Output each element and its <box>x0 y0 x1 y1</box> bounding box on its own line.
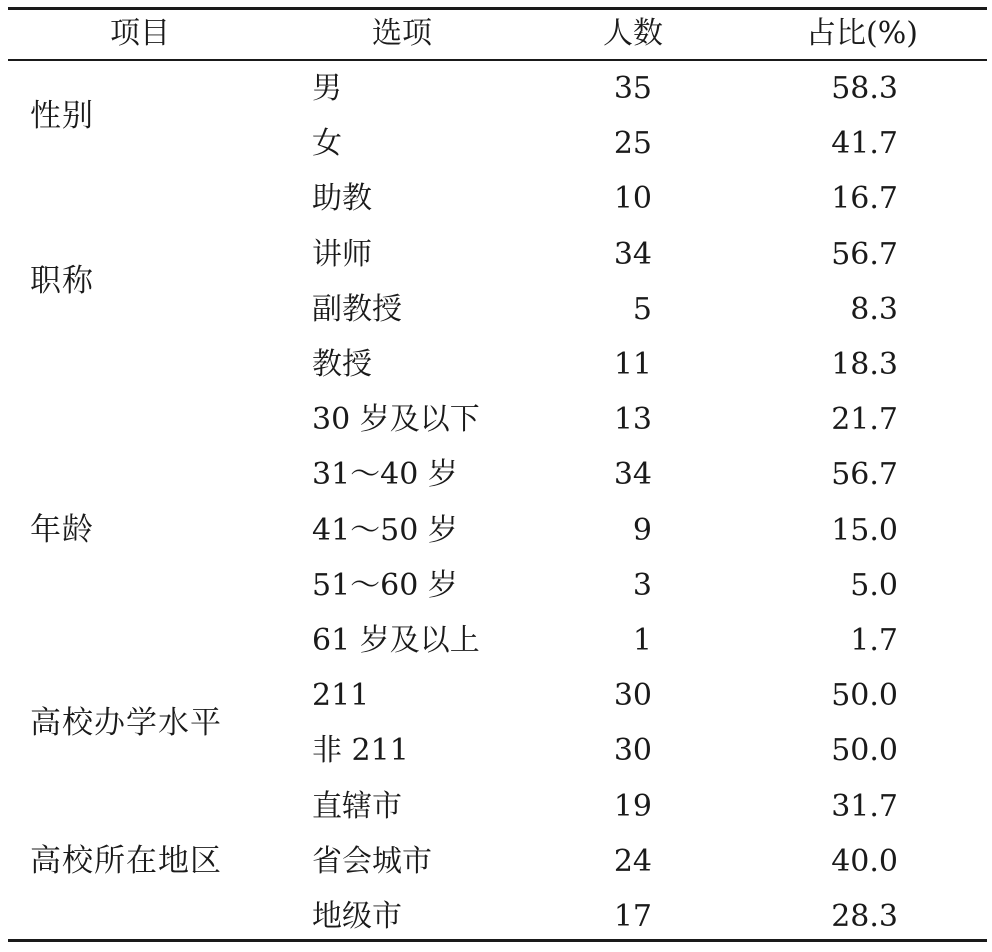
option-cell: 省会城市 <box>312 843 432 879</box>
header-item: 项目 <box>110 16 170 51</box>
option-cell: 讲师 <box>312 236 372 272</box>
percent-cell: 58.3 <box>831 71 898 106</box>
count-cell: 30 <box>613 678 652 714</box>
percent-cell: 56.7 <box>831 236 898 272</box>
percent-cell: 8.3 <box>850 291 898 327</box>
count-cell: 3 <box>632 567 652 603</box>
option-cell: 51～60 岁 <box>312 567 458 603</box>
percent-cell: 5.0 <box>850 567 898 603</box>
table-row <box>0 116 992 171</box>
group-label: 性别 <box>30 98 94 134</box>
option-cell: 61 岁及以上 <box>312 623 480 658</box>
count-cell: 11 <box>613 347 652 382</box>
percent-cell: 50.0 <box>831 733 898 769</box>
option-cell: 地级市 <box>312 899 402 934</box>
table-row <box>0 447 992 502</box>
table-row <box>0 227 992 282</box>
option-cell: 非 211 <box>312 733 409 769</box>
count-cell: 17 <box>613 899 652 934</box>
percent-cell: 50.0 <box>831 678 898 714</box>
percent-cell: 21.7 <box>831 402 898 438</box>
option-cell: 助教 <box>312 181 372 217</box>
group-label: 职称 <box>30 263 94 300</box>
count-cell: 25 <box>613 126 652 162</box>
option-cell: 副教授 <box>312 291 402 327</box>
header-option: 选项 <box>372 16 432 51</box>
percent-cell: 28.3 <box>831 899 898 934</box>
table-row <box>0 337 992 392</box>
percent-cell: 16.7 <box>831 181 898 217</box>
count-cell: 34 <box>613 457 652 493</box>
count-cell: 30 <box>613 733 652 769</box>
percent-cell: 18.3 <box>831 347 898 382</box>
percent-cell: 1.7 <box>850 623 898 658</box>
table-top-rule <box>8 7 987 10</box>
count-cell: 9 <box>632 512 652 548</box>
table-row <box>0 171 992 226</box>
group-label: 年龄 <box>30 512 94 549</box>
table-row <box>0 61 992 116</box>
count-cell: 24 <box>613 843 652 879</box>
table-row <box>0 558 992 613</box>
option-cell: 男 <box>312 71 342 106</box>
count-cell: 19 <box>613 788 652 824</box>
count-cell: 10 <box>613 181 652 217</box>
percent-cell: 31.7 <box>831 788 898 824</box>
table-row <box>0 282 992 337</box>
percent-cell: 15.0 <box>831 512 898 548</box>
count-cell: 34 <box>613 236 652 272</box>
percent-cell: 41.7 <box>831 126 898 162</box>
option-cell: 211 <box>312 678 370 714</box>
table-bottom-rule <box>8 939 987 942</box>
count-cell: 35 <box>613 71 652 106</box>
table-row <box>0 613 992 668</box>
table-row <box>0 392 992 447</box>
option-cell: 教授 <box>312 347 372 382</box>
option-cell: 女 <box>312 126 342 162</box>
percent-cell: 40.0 <box>831 843 898 879</box>
option-cell: 31～40 岁 <box>312 457 458 493</box>
group-label: 高校办学水平 <box>30 705 222 742</box>
table-row <box>0 503 992 558</box>
header-percent: 占比(%) <box>806 16 918 51</box>
option-cell: 直辖市 <box>312 788 402 824</box>
count-cell: 13 <box>613 402 652 438</box>
percent-cell: 56.7 <box>831 457 898 493</box>
option-cell: 41～50 岁 <box>312 512 458 548</box>
count-cell: 5 <box>632 291 652 327</box>
count-cell: 1 <box>632 623 652 658</box>
header-count: 人数 <box>603 16 663 51</box>
option-cell: 30 岁及以下 <box>312 402 480 438</box>
group-label: 高校所在地区 <box>30 842 222 879</box>
